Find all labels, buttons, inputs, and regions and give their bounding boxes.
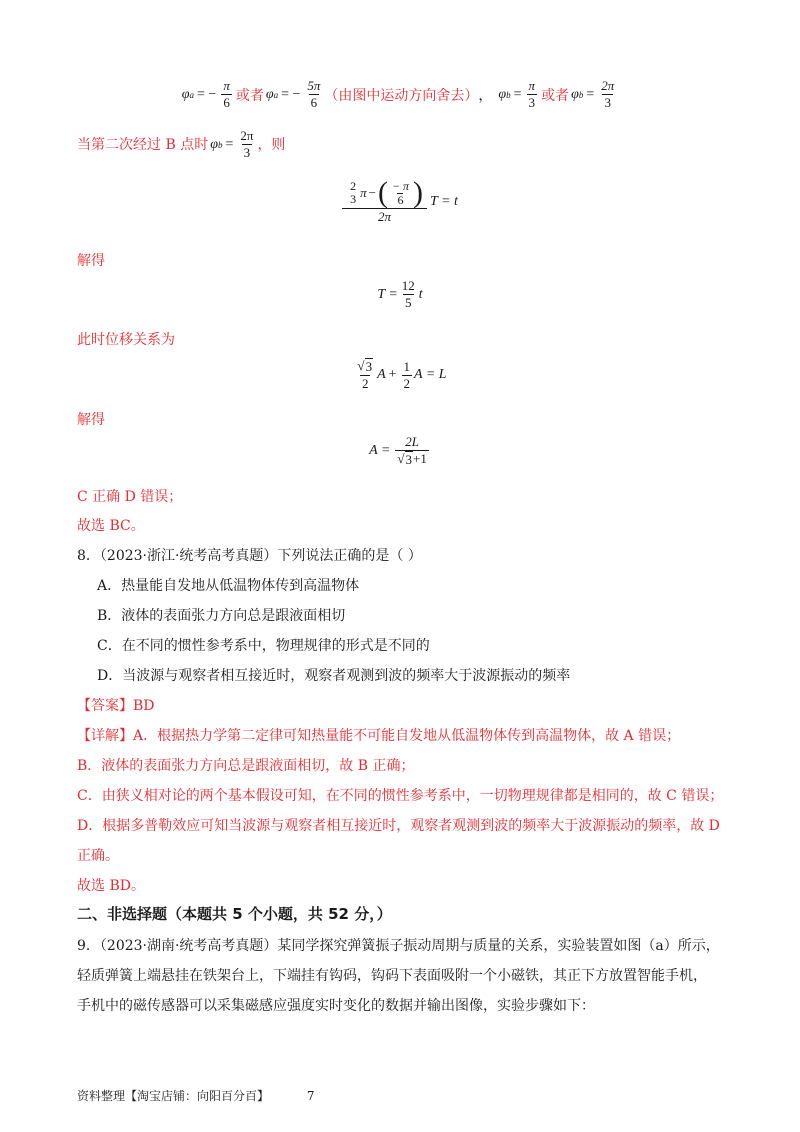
q8-answer: 【答案】BD xyxy=(77,698,155,714)
discard-note: （由图中运动方向舍去） xyxy=(324,87,479,104)
phase-b-equation: φ b = $\frac{\pi}{3}$ xyxy=(498,78,536,110)
or-text-1: 或者 xyxy=(235,87,264,104)
q8-option-c: C．在不同的惯性参考系中，物理规律的形式是不同的 xyxy=(97,638,430,654)
displacement-equation: √ 3 2 A + $\frac{1}{2}$ A = L xyxy=(357,358,447,391)
phase-equation-line xyxy=(0,78,800,111)
amplitude-equation: A = 2L √ 3 +1 xyxy=(369,434,427,467)
q8-detail-line-5: 正确。 xyxy=(77,848,119,864)
q8-option-d: D．当波源与观察者相互接近时，观察者观测到波的频率大于波源振动的频率 xyxy=(97,668,571,684)
q8-detail-line-6: 故选 BD。 xyxy=(77,878,145,894)
phase-a-alt-equation: φ a = − $\frac{5\pi}{6}$ xyxy=(265,78,321,110)
second-pass-line: 当第二次经过 B 点时 φ b = $\frac{2\pi}{3}$ ，则 xyxy=(77,128,286,160)
comma: ， xyxy=(478,87,493,104)
q8-detail-line-4: D．根据多普勒效应可知当波源与观察者相互接近时，观察者观测到波的频率大于波源振动的频率，故 D xyxy=(77,818,720,834)
period-result-equation: T = $\frac{12}{5}$ t xyxy=(377,278,423,310)
solve-label-2: 解得 xyxy=(77,412,105,428)
phase-a-equation: φ a = − $\frac{\pi}{6}$ xyxy=(181,78,230,110)
choose-bc: 故选 BC。 xyxy=(77,518,145,534)
section-heading: 二、非选择题（本题共 5 个小题，共 52 分，） xyxy=(77,905,392,923)
q8-stem: 8．（2023·浙江·统考高考真题）下列说法正确的是（ ） xyxy=(77,548,422,564)
phase-b-alt-equation: φ b = $\frac{2\pi}{3}$ xyxy=(571,78,615,110)
period-equation: 2 3 π − ( $\frac{- \pi}{6}$ ) 2π T = t xyxy=(0,178,800,225)
page-footer xyxy=(77,1087,314,1104)
footer-source: 资料整理【淘宝店铺：向阳百分百】 xyxy=(77,1089,270,1103)
q8-option-a: A．热量能自发地从低温物体传到高温物体 xyxy=(97,578,360,594)
cd-conclusion: C 正确 D 错误； xyxy=(77,489,183,505)
q8-detail-line-1: 【详解】A．根据热力学第二定律可知热量能不可能自发地从低温物体传到高温物体，故 A 错误； xyxy=(77,728,681,744)
q8-option-b: B．液体的表面张力方向总是跟液面相切 xyxy=(97,608,346,624)
displacement-label: 此时位移关系为 xyxy=(77,332,175,348)
q9-line-1: 9．（2023·湖南·统考高考真题）某同学探究弹簧振子振动周期与质量的关系，实验装置如图（a）所示， xyxy=(77,938,720,954)
q9-line-3: 手机中的磁传感器可以采集磁感应强度实时变化的数据并输出图像，实验步骤如下： xyxy=(77,998,595,1014)
q9-line-2: 轻质弹簧上端悬挂在铁架台上，下端挂有钩码，钩码下表面吸附一个小磁铁，其正下方放置智能手机， xyxy=(77,968,707,984)
or-text-2: 或者 xyxy=(541,87,570,104)
solve-label-1: 解得 xyxy=(77,253,105,269)
q8-detail-line-2: B．液体的表面张力方向总是跟液面相切，故 B 正确； xyxy=(77,758,415,774)
page-number: 7 xyxy=(306,1089,315,1103)
q8-detail-line-3: C．由狭义相对论的两个基本假设可知，在不同的惯性参考系中，一切物理规律都是相同的，故 C 错误； xyxy=(77,788,724,804)
